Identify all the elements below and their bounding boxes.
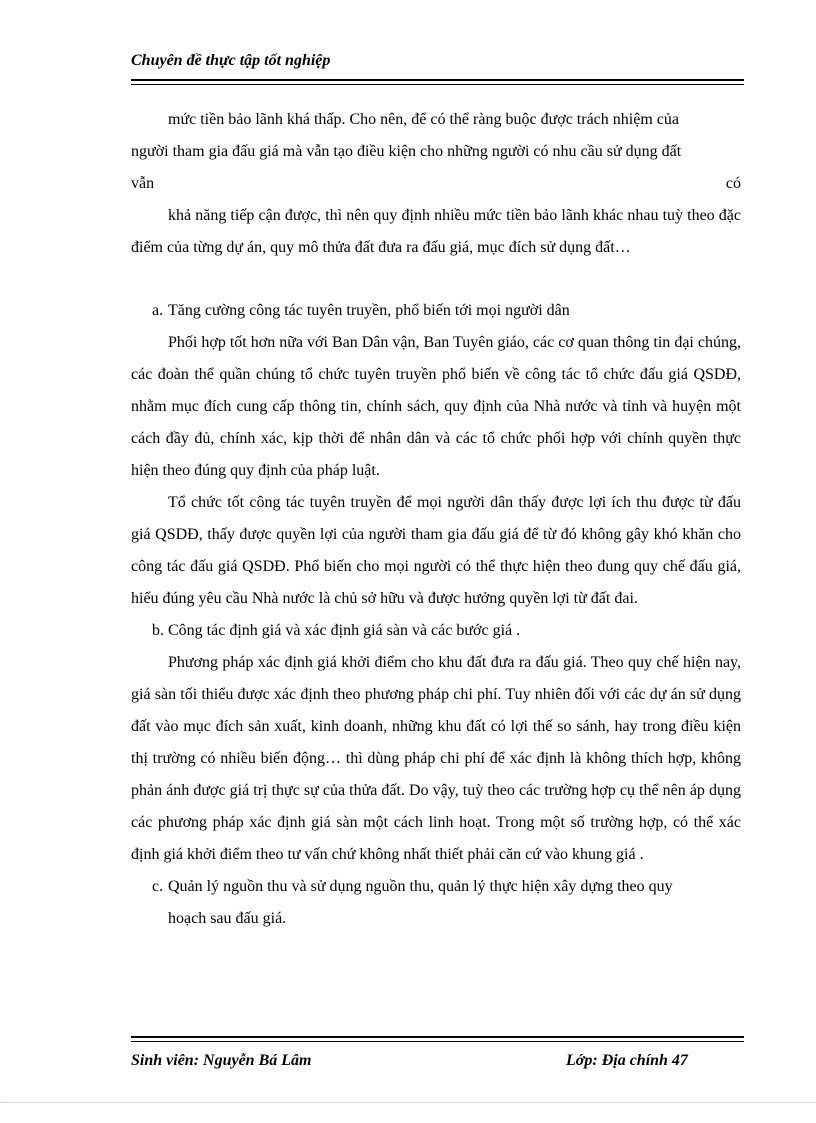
header-title: Chuyên đề thực tập tốt nghiệp bbox=[131, 52, 331, 69]
paragraph-line bbox=[131, 104, 741, 136]
paragraph-text: vẫn bbox=[131, 175, 155, 192]
footer-divider bbox=[131, 1036, 744, 1042]
paragraph: Tổ chức tốt công tác tuyên truyền để mọi người dân thấy được lợi ích thu được từ đấu giá QSDĐ, thấy được quyền lợi của người tham gia đấu giá để từ đó không gây khó khăn cho công tác đấu giá QSDĐ. Phổ biến cho mọi người có thể thực hiện theo đung quy chế đấu giá, hiểu đúng yêu cầu Nhà nước là chủ sở hữu và được hưởng quyền lợi từ đất đai. bbox=[131, 494, 741, 607]
paragraph-text: có bbox=[725, 175, 741, 192]
list-item-continuation: hoạch sau đấu giá. bbox=[168, 910, 287, 927]
list-item-text: Công tác định giá và xác định giá sàn và các bước giá . bbox=[168, 622, 521, 639]
paragraph-text: mức tiền bảo lãnh khá thấp. Cho nên, để có thể ràng buộc được trách nhiệm của bbox=[168, 111, 679, 128]
paragraph: Phối hợp tốt hơn nữa với Ban Dân vận, Ban Tuyên giáo, các cơ quan thông tin đại chúng, các đoàn thể quần chúng tổ chức tuyên truyền phổ biến về công tác tổ chức đấu giá QSDĐ, nhằm mục đích cung cấp thông tin, chính sách, quy định của Nhà nước và tỉnh và huyện một cách đầy đủ, chính xác, kịp thời để nhân dân và các tổ chức phối hợp với chính quyền thực hiện theo đúng quy định của pháp luật. bbox=[131, 334, 741, 479]
footer-class: Lớp: Địa chính 47 bbox=[566, 1052, 688, 1069]
list-item-a bbox=[131, 295, 741, 327]
paragraph: khả năng tiếp cận được, thì nên quy định nhiều mức tiền bảo lãnh khác nhau tuỳ theo đặc điểm của từng dự án, quy mô thửa đất đưa ra đấu giá, mục đích sử dụng đất… bbox=[131, 207, 741, 256]
paragraph-line: người tham gia đấu giá mà vẫn tạo điều kiện cho những người có nhu cầu sử dụng đất bbox=[131, 143, 682, 160]
list-marker: c. bbox=[152, 878, 164, 895]
paragraph-line bbox=[131, 168, 741, 200]
list-item-c bbox=[131, 871, 741, 903]
list-item-text: Quản lý nguồn thu và sử dụng nguồn thu, quản lý thực hiện xây dựng theo quy bbox=[168, 878, 673, 895]
footer-student: Sinh viên: Nguyễn Bá Lâm bbox=[131, 1052, 312, 1069]
list-item-text: Tăng cường công tác tuyên truyền, phổ biến tới mọi người dân bbox=[168, 302, 570, 319]
header-divider bbox=[131, 79, 744, 85]
list-item-b bbox=[131, 615, 741, 647]
list-marker: a. bbox=[152, 302, 164, 319]
page-edge bbox=[0, 1102, 816, 1103]
list-marker: b. bbox=[152, 622, 164, 639]
paragraph: Phương pháp xác định giá khởi điểm cho khu đất đưa ra đấu giá. Theo quy chế hiện nay, giá sàn tối thiểu được xác định theo phương pháp chi phí. Tuy nhiên đối với các dự án sử dụng đất vào mục đích sản xuất, kinh doanh, những khu đất có lợi thế so sánh, hay trong điều kiện thị trường có nhiều biến động… thì dùng pháp chi phí để xác định là không thích hợp, không phản ánh được giá trị thực sự của thửa đất. Do vậy, tuỳ theo các trường hợp cụ thể nên áp dụng các phương pháp xác định giá sàn một cách linh hoạt. Trong một số trường hợp, có thể xác định giá khởi điểm theo tư vấn chứ không nhất thiết phải căn cứ vào khung giá . bbox=[131, 654, 741, 863]
document-body bbox=[131, 104, 741, 935]
